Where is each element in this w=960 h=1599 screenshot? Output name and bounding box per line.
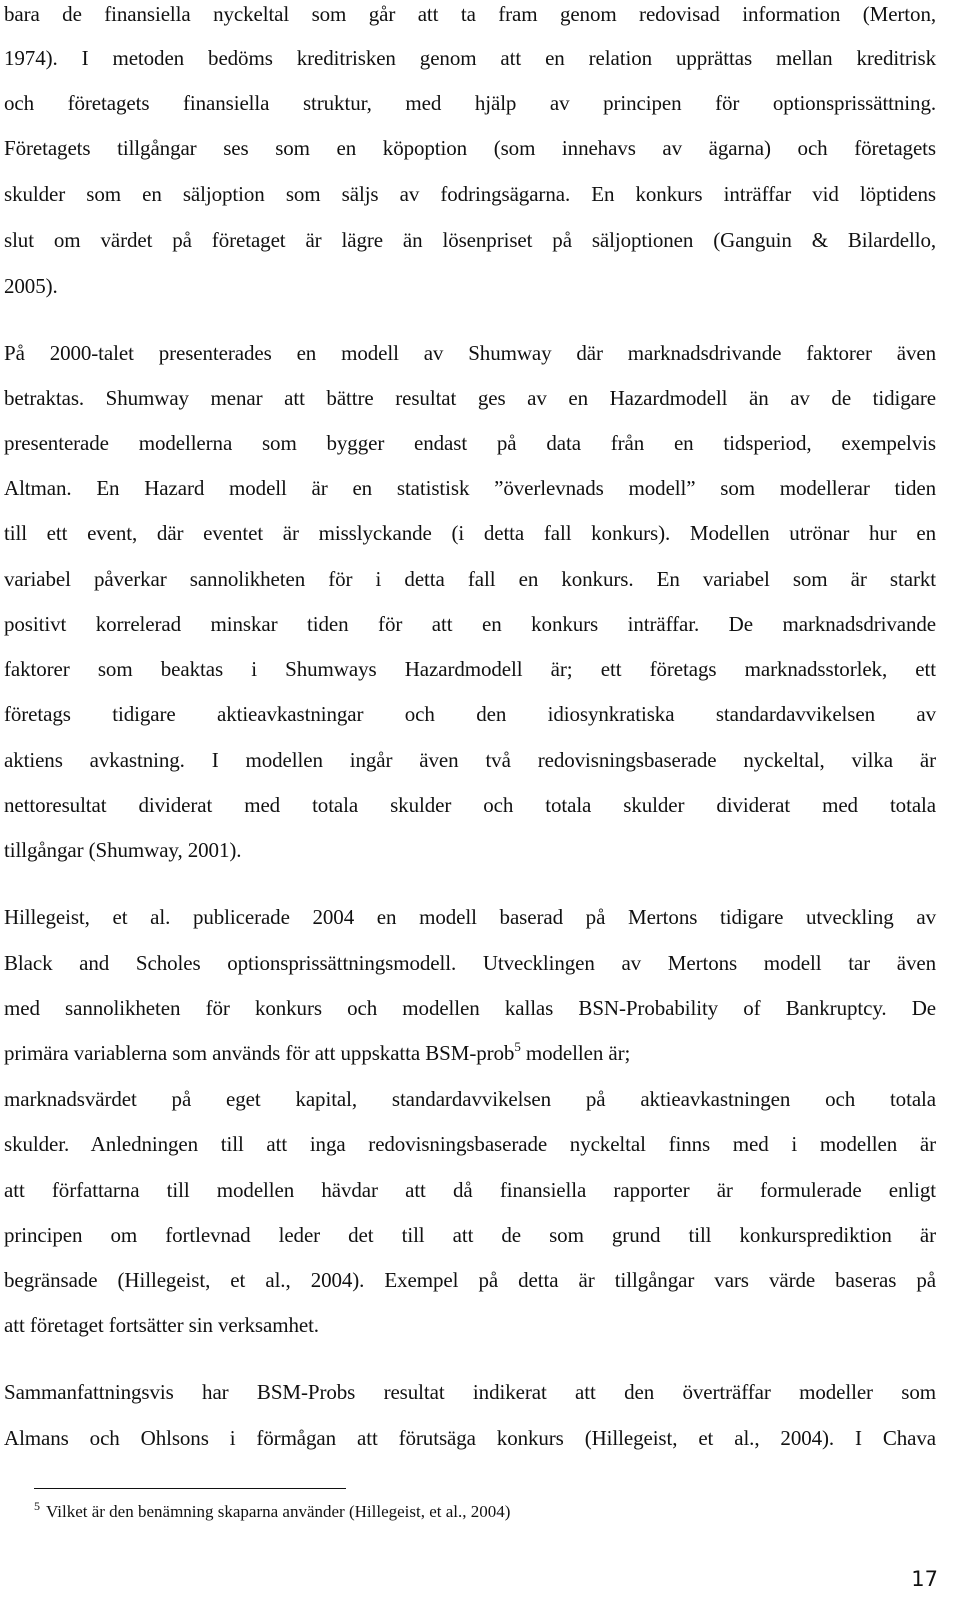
footnote-text: Vilket är den benämning skaparna använder (Hillegeist, et al., 2004) [46,1502,511,1521]
paragraph-3-line-4-suffix: modellen är; [520,1041,631,1065]
paragraph-3-line-4 [4,1041,630,1068]
paragraph-3-line-8: principen om fortlevnad leder det till att de som grund till konkursprediktion är [4,1223,936,1247]
paragraph-2-line-8: faktorer som beaktas i Shumways Hazardmodell är; ett företags marknadsstorlek, ett [4,657,936,681]
paragraph-1-line-2: 1974). I metoden bedöms kreditrisken genom att en relation upprättas mellan kreditrisk [4,46,936,70]
paragraph-1-line-5: skulder som en säljoption som säljs av fodringsägarna. En konkurs inträffar vid löptidens [4,182,936,206]
paragraph-2-line-3: presenterade modellerna som bygger endast på data från en tidsperiod, exempelvis [4,431,936,455]
footnote-separator [34,1488,346,1489]
paragraph-2-line-4: Altman. En Hazard modell är en statistisk ”överlevnads modell” som modellerar tiden [4,476,936,500]
paragraph-1-line-1: bara de finansiella nyckeltal som går att ta fram genom redovisad information (Merton, [4,2,936,26]
paragraph-2-line-7: positivt korrelerad minskar tiden för att en konkurs inträffar. De marknadsdrivande [4,612,936,636]
paragraph-3-line-2: Black and Scholes optionsprissättningsmodell. Utvecklingen av Mertons modell tar även [4,951,936,975]
footnote-marker: 5 [34,1499,40,1513]
paragraph-3-line-5: marknadsvärdet på eget kapital, standardavvikelsen på aktieavkastningen och totala [4,1087,936,1111]
paragraph-3-line-9: begränsade (Hillegeist, et al., 2004). Exempel på detta är tillgångar vars värde baseras på [4,1268,936,1292]
paragraph-2-line-9: företags tidigare aktieavkastningar och den idiosynkratiska standardavvikelsen av [4,702,936,726]
paragraph-3-line-3: med sannolikheten för konkurs och modellen kallas BSN-Probability of Bankruptcy. De [4,996,936,1020]
paragraph-1-line-3: och företagets finansiella struktur, med hjälp av principen för optionsprissättning. [4,91,936,115]
paragraph-3-line-7: att författarna till modellen hävdar att då finansiella rapporter är formulerade enligt [4,1178,936,1202]
paragraph-2-line-11: nettoresultat dividerat med totala skulder och totala skulder dividerat med totala [4,793,936,817]
paragraph-1-line-4: Företagets tillgångar ses som en köpoption (som innehavs av ägarna) och företagets [4,136,936,160]
paragraph-4-line-2: Almans och Ohlsons i förmågan att förutsäga konkurs (Hillegeist, et al., 2004). I Chava [4,1426,936,1450]
paragraph-2-line-2: betraktas. Shumway menar att bättre resultat ges av en Hazardmodell än av de tidigare [4,386,936,410]
paragraph-2-line-5: till ett event, där eventet är misslyckande (i detta fall konkurs). Modellen utrönar hur en [4,521,936,545]
paragraph-2-line-6: variabel påverkar sannolikheten för i detta fall en konkurs. En variabel som är starkt [4,567,936,591]
paragraph-3-line-10: att företaget fortsätter sin verksamhet. [4,1313,319,1337]
paragraph-4-line-1: Sammanfattningsvis har BSM-Probs resultat indikerat att den överträffar modeller som [4,1380,936,1404]
footnote-reference[interactable]: 5 [514,1039,521,1054]
paragraph-1-line-7: 2005). [4,274,58,298]
page-number: 17 [911,1567,938,1591]
paragraph-3-line-4-text: primära variablerna som används för att uppskatta BSM-prob [4,1041,515,1065]
paragraph-2-line-12: tillgångar (Shumway, 2001). [4,838,242,862]
paragraph-3-line-1: Hillegeist, et al. publicerade 2004 en modell baserad på Mertons tidigare utveckling av [4,905,936,929]
paragraph-3-line-6: skulder. Anledningen till att inga redovisningsbaserade nyckeltal finns med i modellen är [4,1132,936,1156]
footnote [34,1499,511,1523]
paragraph-1-line-6: slut om värdet på företaget är lägre än lösenpriset på säljoptionen (Ganguin & Bilardello, [4,228,936,252]
paragraph-2-line-10: aktiens avkastning. I modellen ingår även två redovisningsbaserade nyckeltal, vilka är [4,748,936,772]
paragraph-2-line-1: På 2000-talet presenterades en modell av Shumway där marknadsdrivande faktorer även [4,341,936,365]
